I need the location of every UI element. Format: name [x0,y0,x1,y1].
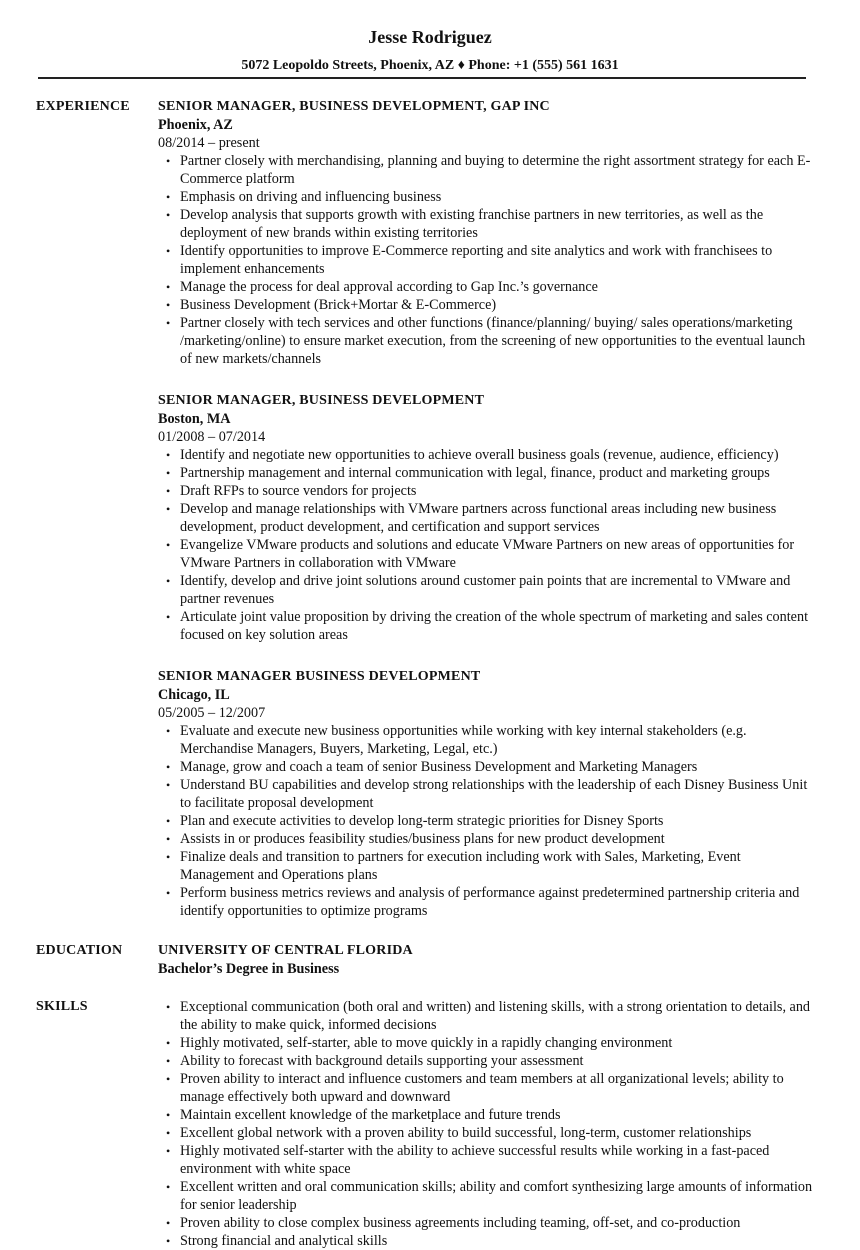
list-item: • Manage, grow and coach a team of senior Business Development and Marketing Managers [180,758,818,776]
job-bullets [158,152,818,368]
list-item: • Partnership management and internal communication with legal, finance, product and marketing groups [180,464,818,482]
list-item: • Emphasis on driving and influencing business [180,188,818,206]
section-label-skills: SKILLS [36,999,88,1014]
list-item: • Proven ability to interact and influence customers and team members at all organizational levels; ability to manage effectively both upward and downward [180,1070,818,1106]
education-entry [158,942,818,978]
section-label-experience: EXPERIENCE [36,99,130,114]
job-entry [158,668,818,920]
list-item: • Strong financial and analytical skills [180,1232,818,1250]
contact-line: 5072 Leopoldo Streets, Phoenix, AZ ♦ Phone: +1 (555) 561 1631 [241,58,619,73]
list-item: • Evangelize VMware products and solutions and educate VMware Partners on new areas of opportunities for VMware Partners in collaboration with VMware [180,536,818,572]
list-item: • Develop analysis that supports growth with existing franchise partners in new territories, as well as the deployment of new brands within existing territories [180,206,818,242]
list-item: • Draft RFPs to source vendors for projects [180,482,818,500]
list-item: • Assists in or produces feasibility studies/business plans for new product development [180,830,818,848]
list-item: • Perform business metrics reviews and analysis of performance against predetermined partnership criteria and identify opportunities to optimize programs [180,884,818,920]
job-dates: 01/2008 – 07/2014 [158,429,266,445]
job-location: Chicago, IL [158,687,230,703]
list-item: • Identify, develop and drive joint solutions around customer pain points that are incremental to VMware and partner revenues [180,572,818,608]
candidate-name: Jesse Rodriguez [368,27,492,47]
section-label-education: EDUCATION [36,943,123,958]
job-location: Phoenix, AZ [158,117,233,133]
list-item: • Finalize deals and transition to partners for execution including work with Sales, Marketing, Event Management and Operations plans [180,848,818,884]
list-item: • Partner closely with tech services and other functions (finance/planning/ buying/ sales operations/marketing /marketing/online) to ensure market execution, from the screening of new opportunities to the eventual launch of new markets/channels [180,314,818,368]
list-item: • Highly motivated, self-starter, able to move quickly in a rapidly changing environment [180,1034,818,1052]
job-entry [158,98,818,368]
skills-bullets [158,998,818,1250]
list-item: • Articulate joint value proposition by driving the creation of the whole spectrum of marketing and sales content focused on key solution areas [180,608,818,644]
job-dates: 05/2005 – 12/2007 [158,705,266,721]
job-entry [158,392,818,644]
list-item: • Develop and manage relationships with VMware partners across functional areas including new business development, product development, and certification and support services [180,500,818,536]
list-item: • Exceptional communication (both oral and written) and listening skills, with a strong orientation to details, and the ability to make quick, informed decisions [180,998,818,1034]
list-item: • Manage the process for deal approval according to Gap Inc.’s governance [180,278,818,296]
job-dates: 08/2014 – present [158,135,260,151]
job-title: SENIOR MANAGER, BUSINESS DEVELOPMENT [158,393,485,408]
list-item: • Partner closely with merchandising, planning and buying to determine the right assortment strategy for each E-Commerce platform [180,152,818,188]
list-item: • Highly motivated self-starter with the ability to achieve successful results while working in a fast-paced environment with white space [180,1142,818,1178]
list-item: • Business Development (Brick+Mortar & E-Commerce) [180,296,818,314]
list-item: • Excellent global network with a proven ability to build successful, long-term, customer relationships [180,1124,818,1142]
header-divider [38,77,806,79]
list-item: • Ability to forecast with background details supporting your assessment [180,1052,818,1070]
list-item: • Evaluate and execute new business opportunities while working with key internal stakeholders (e.g. Merchandise Managers, Buyers, Marketing, Legal, etc.) [180,722,818,758]
list-item: • Maintain excellent knowledge of the marketplace and future trends [180,1106,818,1124]
list-item: • Understand BU capabilities and develop strong relationships with the leadership of each Disney Business Unit to facilitate proposal development [180,776,818,812]
list-item: • Identify and negotiate new opportunities to achieve overall business goals (revenue, audience, efficiency) [180,446,818,464]
job-bullets [158,722,818,920]
job-bullets [158,446,818,644]
skills-list [158,998,818,1250]
list-item: • Proven ability to close complex business agreements including teaming, off-set, and co-production [180,1214,818,1232]
school-name: UNIVERSITY OF CENTRAL FLORIDA [158,943,413,958]
list-item: • Plan and execute activities to develop long-term strategic priorities for Disney Sports [180,812,818,830]
degree: Bachelor’s Degree in Business [158,961,340,977]
list-item: • Excellent written and oral communication skills; ability and comfort synthesizing large amounts of information for senior leadership [180,1178,818,1214]
job-title: SENIOR MANAGER, BUSINESS DEVELOPMENT, GAP INC [158,99,550,114]
resume-header [0,26,860,74]
list-item: • Identify opportunities to improve E-Commerce reporting and site analytics and work with franchisees to implement enhancements [180,242,818,278]
job-location: Boston, MA [158,411,231,427]
job-title: SENIOR MANAGER BUSINESS DEVELOPMENT [158,669,481,684]
experience-list [158,98,818,944]
